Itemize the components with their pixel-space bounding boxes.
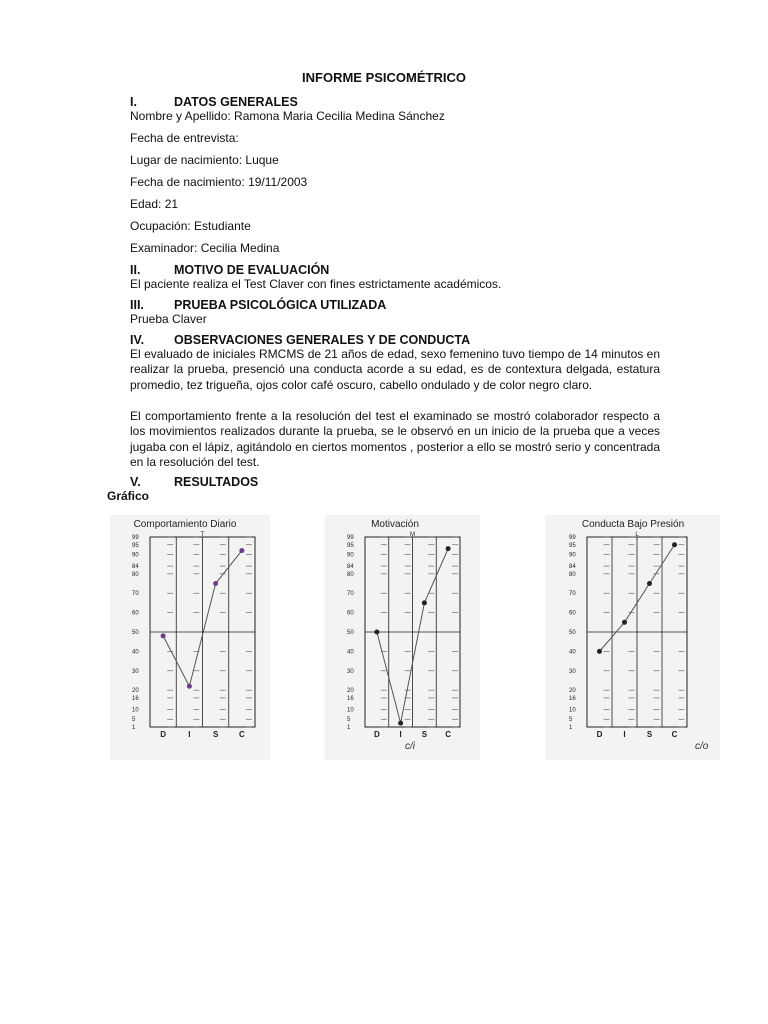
y-tick-label: 60 [347,610,354,617]
x-category-label: S [646,730,653,739]
y-tick-label: 90 [347,552,354,559]
y-tick-label: 95 [132,542,139,549]
profile-point [672,542,677,547]
section-title: RESULTADOS [174,475,259,489]
x-category-label: I [623,730,626,739]
field-fecha-nacimiento: Fecha de nacimiento: 19/11/2003 [130,175,308,189]
y-tick-label: 1 [569,725,573,731]
profile-point [398,721,403,726]
y-tick-label: 16 [569,695,576,702]
prueba-text: Prueba Claver [130,312,207,326]
profile-point [647,581,652,586]
y-tick-label: 5 [569,717,573,724]
y-tick-label: 16 [132,695,139,702]
document-title: INFORME PSICOMÉTRICO [302,70,466,85]
section-number: I. [130,95,137,109]
chart-svg [325,515,480,760]
section-number: V. [130,475,141,489]
y-tick-label: 99 [569,535,576,541]
y-tick-label: 1 [347,725,351,731]
profile-point [422,600,427,605]
handwritten-annotation: c/i [405,741,415,752]
section-number: III. [130,298,144,312]
y-tick-label: 5 [132,717,136,724]
observaciones-paragraph-2: El comportamiento frente a la resolución del test el examinado se mostró colaborador respecto a los movimientos realizados durante la prueba, se le observó en un inicio de la prueba que a veces jugaba con el lápiz, agitándolo en ciertos momentos , posterior a ello se mostró serio y concentrada en la resolución del test. [130,409,660,469]
y-tick-label: 95 [569,542,576,549]
x-category-label: C [445,730,452,739]
y-tick-label: 30 [347,668,354,675]
y-tick-label: 84 [569,564,576,571]
x-category-label: D [160,730,167,739]
y-tick-label: 30 [132,668,139,675]
observaciones-paragraph-1: El evaluado de iniciales RMCMS de 21 años de edad, sexo femenino tuvo tiempo de 14 minutos en realizar la prueba, presenció una conducta acorde a su edad, es de contextura delgada, estatura promedio, tez trigueña, ojos color café oscuro, cabello ondulado y de color negro claro. [130,347,660,392]
x-category-label: S [421,730,428,739]
y-tick-label: 90 [569,552,576,559]
profile-point [446,546,451,551]
profile-point [622,620,627,625]
section-number: IV. [130,333,145,347]
field-nombre: Nombre y Apellido: Ramona Maria Cecilia Medina Sánchez [130,109,445,123]
y-tick-label: 60 [569,610,576,617]
section-heading-datos [130,95,298,109]
section-heading-motivo [130,263,329,277]
chart-title: Conducta Bajo Presión [581,519,685,530]
y-tick-label: 10 [569,707,576,714]
y-tick-label: 16 [347,695,354,702]
y-tick-label: 40 [347,649,354,656]
chart-letter: L [635,532,639,538]
motivo-text: El paciente realiza el Test Claver con fines estrictamente académicos. [130,277,502,291]
section-title: PRUEBA PSICOLÓGICA UTILIZADA [174,298,387,312]
section-heading-prueba [130,298,386,312]
y-tick-label: 20 [132,688,139,695]
handwritten-annotation: c/o [695,741,709,752]
y-tick-label: 20 [347,688,354,695]
field-ocupacion: Ocupación: Estudiante [130,219,251,233]
x-category-label: C [671,730,678,739]
y-tick-label: 40 [569,649,576,656]
x-category-label: D [373,730,380,739]
profile-point [161,633,166,638]
disc-chart-conducta-bajo-presion [545,515,720,760]
field-edad: Edad: 21 [130,197,179,211]
section-title: DATOS GENERALES [174,95,298,109]
x-category-label: S [212,730,219,739]
y-tick-label: 70 [132,591,139,598]
y-tick-label: 95 [347,542,354,549]
y-tick-label: 30 [569,668,576,675]
y-tick-label: 60 [132,610,139,617]
profile-point [597,649,602,654]
y-tick-label: 80 [569,571,576,578]
section-heading-resultados [130,475,258,489]
y-tick-label: 50 [569,630,576,636]
x-category-label: I [188,730,191,739]
y-tick-label: 50 [132,630,139,636]
x-category-label: I [399,730,402,739]
profile-point [374,630,379,635]
chart-svg [110,515,270,760]
profile-point [239,548,244,553]
y-tick-label: 50 [347,630,354,636]
y-tick-label: 90 [132,552,139,559]
section-number: II. [130,263,141,277]
profile-point [187,684,192,689]
y-tick-label: 1 [132,725,136,731]
y-tick-label: 80 [132,571,139,578]
y-tick-label: 99 [347,535,354,541]
y-tick-label: 5 [347,717,351,724]
section-title: MOTIVO DE EVALUACIÓN [174,263,330,277]
y-tick-label: 10 [132,707,139,714]
chart-title: Motivación [371,519,419,530]
y-tick-label: 84 [347,564,354,571]
chart-letter: T [200,532,205,538]
y-tick-label: 84 [132,564,139,571]
section-title: OBSERVACIONES GENERALES Y DE CONDUCTA [174,333,471,347]
y-tick-label: 20 [569,688,576,695]
field-lugar-nacimiento: Lugar de nacimiento: Luque [130,153,279,167]
disc-chart-comportamiento-diario [110,515,270,760]
profile-point [213,581,218,586]
y-tick-label: 10 [347,707,354,714]
y-tick-label: 99 [132,535,139,541]
grafico-label: Gráfico [107,489,150,503]
chart-svg [545,515,720,760]
section-heading-observaciones [130,333,470,347]
chart-letter: M [410,532,415,538]
chart-title: Comportamiento Diario [133,519,237,530]
x-category-label: C [238,730,245,739]
field-fecha-entrevista: Fecha de entrevista: [130,131,239,145]
y-tick-label: 80 [347,571,354,578]
y-tick-label: 40 [132,649,139,656]
x-category-label: D [596,730,603,739]
disc-chart-motivacion [325,515,480,760]
y-tick-label: 70 [569,591,576,598]
field-examinador: Examinador: Cecilia Medina [130,241,280,255]
y-tick-label: 70 [347,591,354,598]
